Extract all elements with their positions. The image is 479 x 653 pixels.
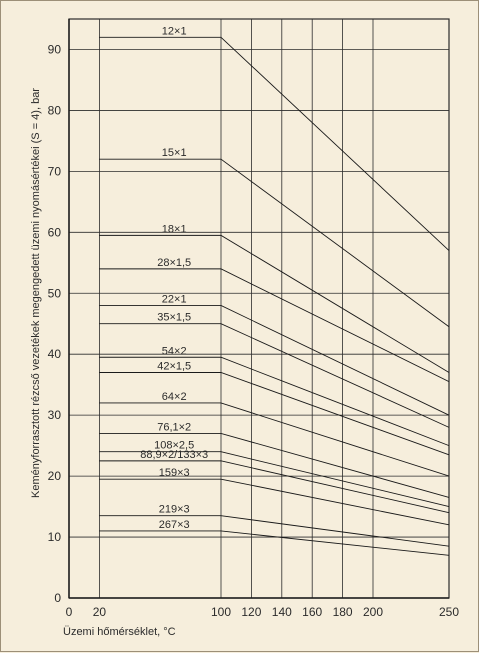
series-label: 76,1×2: [157, 421, 192, 434]
y-tick-label: 80: [47, 103, 61, 118]
x-axis-title: Üzemi hőmérséklet, °C: [63, 626, 176, 638]
series-label: 12×1: [161, 25, 187, 38]
series-label: 15×1: [161, 147, 187, 160]
x-tick-label: 20: [92, 605, 107, 619]
plot-area-border: [69, 19, 449, 598]
series-label: 88,9×2/133×3: [140, 448, 209, 461]
series-line: [99, 372, 449, 454]
y-tick-label: 30: [47, 408, 61, 423]
x-tick-label: 200: [362, 605, 384, 619]
series-line: [99, 324, 449, 428]
series-line: [99, 433, 449, 497]
series-line: [99, 235, 449, 372]
x-tick-label: 0: [65, 605, 73, 619]
axis-layer: [48, 19, 460, 619]
x-tick-label: 160: [302, 605, 323, 619]
series-label: 108×2,5: [154, 439, 195, 452]
series-label: 219×3: [158, 503, 190, 516]
x-tick-label: 250: [438, 605, 460, 619]
series-line: [99, 305, 449, 415]
y-tick-label: 70: [47, 164, 61, 179]
series-line: [99, 357, 449, 445]
series-label: 64×2: [161, 390, 187, 403]
series-label: 18×1: [161, 223, 187, 236]
y-tick-label: 60: [47, 225, 61, 240]
y-tick-label: 40: [47, 347, 61, 362]
series-label: 42×1,5: [157, 360, 192, 373]
x-tick-label: 180: [332, 605, 353, 619]
series-label: 159×3: [158, 467, 190, 480]
series-label: 35×1,5: [157, 311, 192, 324]
y-tick-label: 10: [47, 530, 61, 545]
series-line: [99, 403, 449, 476]
y-axis-title: Keményforrasztott rézcső vezetékek megengedett üzemi nyomásértékei (S = 4), bar: [30, 88, 42, 498]
y-tick-label: 90: [47, 42, 61, 57]
grid-layer: [69, 19, 449, 598]
y-tick-label: 20: [47, 469, 61, 484]
pressure-temperature-chart: [1, 1, 479, 653]
label-layer: [140, 25, 208, 531]
x-tick-label: 140: [271, 605, 292, 619]
y-tick-label: 50: [47, 286, 61, 301]
x-tick-label: 120: [241, 605, 262, 619]
series-line: [99, 269, 449, 382]
series-label: 28×1,5: [157, 256, 192, 269]
series-layer: [99, 37, 449, 555]
y-tick-label: 0: [54, 591, 61, 605]
series-line: [99, 479, 449, 525]
series-label: 22×1: [161, 293, 187, 306]
series-label: 267×3: [158, 518, 190, 531]
series-line: [99, 37, 449, 250]
x-tick-label: 100: [210, 605, 232, 619]
series-line: [99, 461, 449, 513]
series-line: [99, 531, 449, 555]
series-label: 54×2: [161, 345, 187, 358]
series-line: [99, 159, 449, 327]
